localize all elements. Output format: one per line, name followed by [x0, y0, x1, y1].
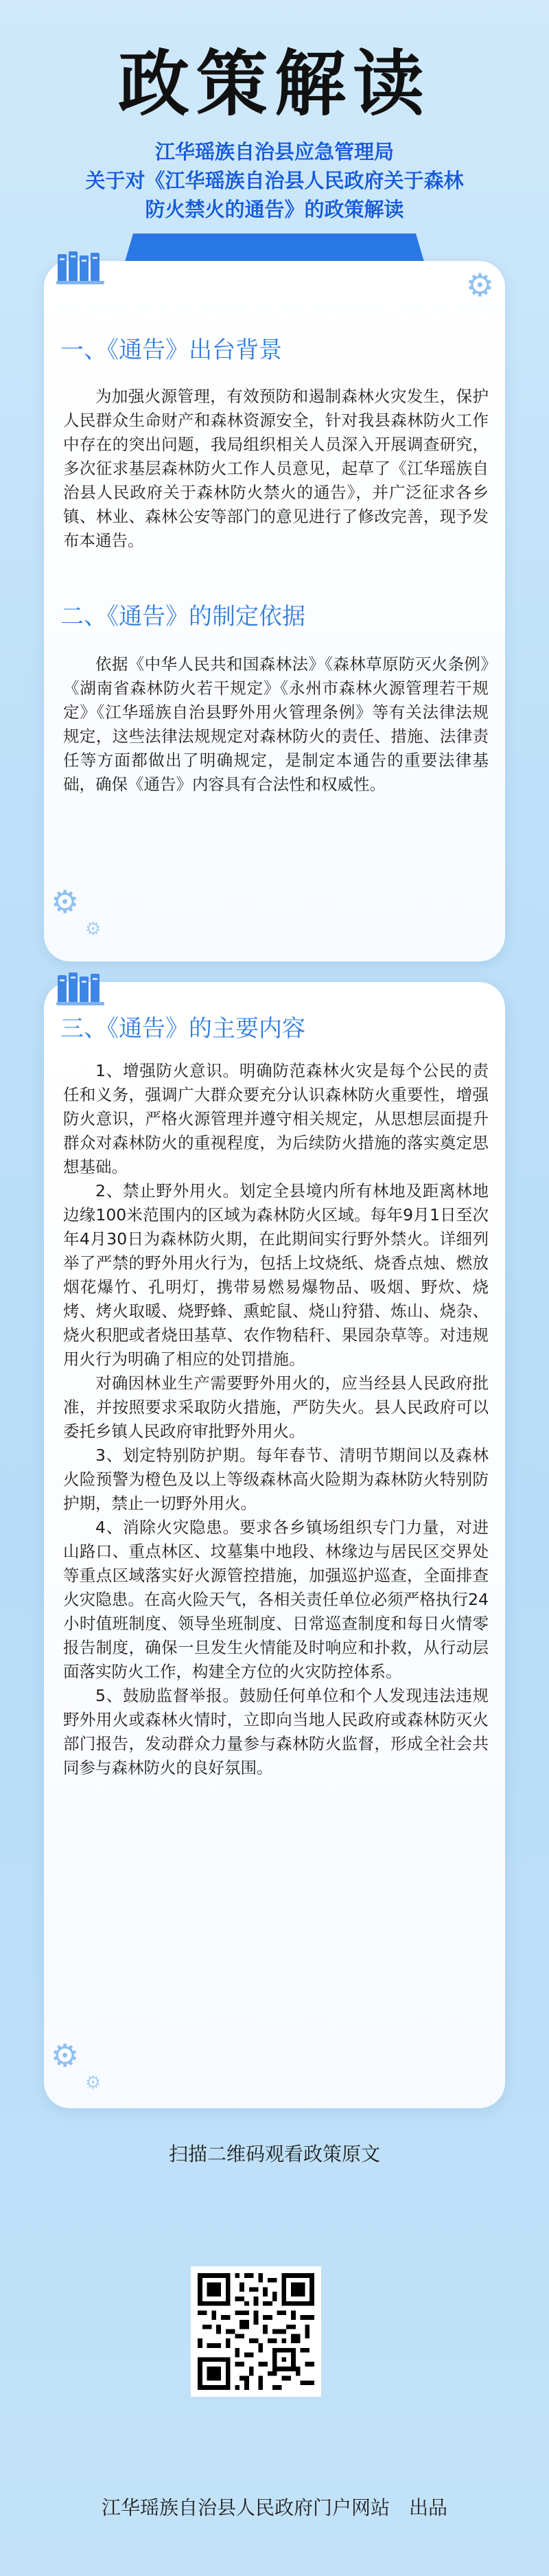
subtitle-line-3: 防火禁火的通告》的政策解读 — [145, 198, 404, 221]
section-3-item-4: 4、消除火灾隐患。要求各乡镇场组织专门力量，对进山路口、重点林区、坟墓集中地段、林缘边与居民区交界处等重点区域落实好火源管控措施，加强巡护巡查，全面排查火灾隐患。在高火险天气，各相关责任单位必须严格执行24小时值班制度、领导坐班制度、日常巡查制度和每日火情零报告制度，确保一旦发生火情能及时响应和扑救，从行动层面落实防火工作，构建全方位的火灾防控体系。 — [63, 1518, 489, 1681]
card-main-content — [44, 982, 505, 2108]
section-2-paragraph: 依据《中华人民共和国森林法》《森林草原防灭火条例》《湖南省森林防火若干规定》《永州市森林火源管理若干规定》《江华瑶族自治县野外用火管理条例》等有关法律法规规定，这些法律法规规定对森林防火的责任、措施、法律责任等方面都做出了明确规定，是制定本通告的重要法律基础，确保《通告》内容具有合法性和权威性。 — [63, 654, 489, 794]
section-1-text — [63, 385, 489, 553]
books-icon — [56, 251, 104, 282]
subtitle — [27, 137, 522, 224]
section-2-heading: 二、《通告》的制定依据 — [60, 603, 305, 630]
books-icon — [56, 972, 104, 1003]
gear-icon: ⚙ — [85, 2073, 102, 2093]
card-background-context — [44, 261, 505, 961]
section-3-text — [63, 1059, 489, 1780]
section-2-text — [63, 652, 489, 797]
section-3-heading: 三、《通告》的主要内容 — [60, 1015, 305, 1042]
section-3-item-2: 2、禁止野外用火。划定全县境内所有林地及距离林地边缘100米范围内的区域为森林防火区域。每年9月1日至次年4月30日为森林防火期，在此期间实行野外禁火。详细列举了严禁的野外用火行为，包括上坟烧纸、烧香点烛、燃放烟花爆竹、孔明灯，携带易燃易爆物品、吸烟、野炊、烧烤、烤火取暖、烧野蜂、熏蛇鼠、烧山狩猎、炼山、烧杂、烧火积肥或者烧田基草、农作物秸秆、果园杂草等。对违规用火行为明确了相应的处罚措施。 — [63, 1181, 489, 1369]
scan-instruction: 扫描二维码观看政策原文 — [168, 2143, 380, 2165]
qr-code[interactable] — [191, 2266, 321, 2397]
publisher-credit: 江华瑶族自治县人民政府门户网站 出品 — [101, 2496, 447, 2519]
section-1-paragraph: 为加强火源管理，有效预防和遏制森林火灾发生，保护人民群众生命财产和森林资源安全，针对我县森林防火工作中存在的突出问题，我局组织相关人员深入开展调查研究，多次征求基层森林防火工作人员意见，起草了《江华瑶族自治县人民政府关于森林防火禁火的通告》，并广泛征求各乡镇、林业、森林公安等部门的意见进行了修改完善，现予发布本通告。 — [63, 387, 489, 550]
gear-icon: ⚙ — [51, 883, 80, 920]
section-3-item-3: 3、划定特别防护期。每年春节、清明节期间以及森林火险预警为橙色及以上等级森林高火险期为森林防火特别防护期，禁止一切野外用火。 — [63, 1446, 489, 1513]
section-1-heading: 一、《通告》出台背景 — [60, 337, 282, 364]
page-title: 政策解读 — [117, 42, 431, 126]
section-3-item-1: 1、增强防火意识。明确防范森林火灾是每个公民的责任和义务，强调广大群众要充分认识森林防火重要性，增强防火意识，严格火源管理并遵守相关规定，从思想层面提升群众对森林防火的重视程度，为后续防火措施的落实奠定思想基础。 — [63, 1061, 489, 1176]
section-3-item-2b: 对确因林业生产需要野外用火的，应当经县人民政府批准，并按照要求采取防火措施，严防失火。县人民政府可以委托乡镇人民政府审批野外用火。 — [63, 1374, 489, 1441]
subtitle-line-2: 关于对《江华瑶族自治县人民政府关于森林 — [85, 169, 464, 192]
gear-icon: ⚙ — [85, 919, 102, 939]
subtitle-line-1: 江华瑶族自治县应急管理局 — [154, 140, 394, 163]
gear-icon: ⚙ — [465, 266, 494, 304]
gear-icon: ⚙ — [51, 2037, 80, 2074]
section-3-item-5: 5、鼓励监督举报。鼓励任何单位和个人发现违法违规野外用火或森林火情时，立即向当地人民政府或森林防灭火部门报告，发动群众力量参与森林防火监督，形成全社会共同参与森林防火的良好氛围。 — [63, 1686, 489, 1777]
